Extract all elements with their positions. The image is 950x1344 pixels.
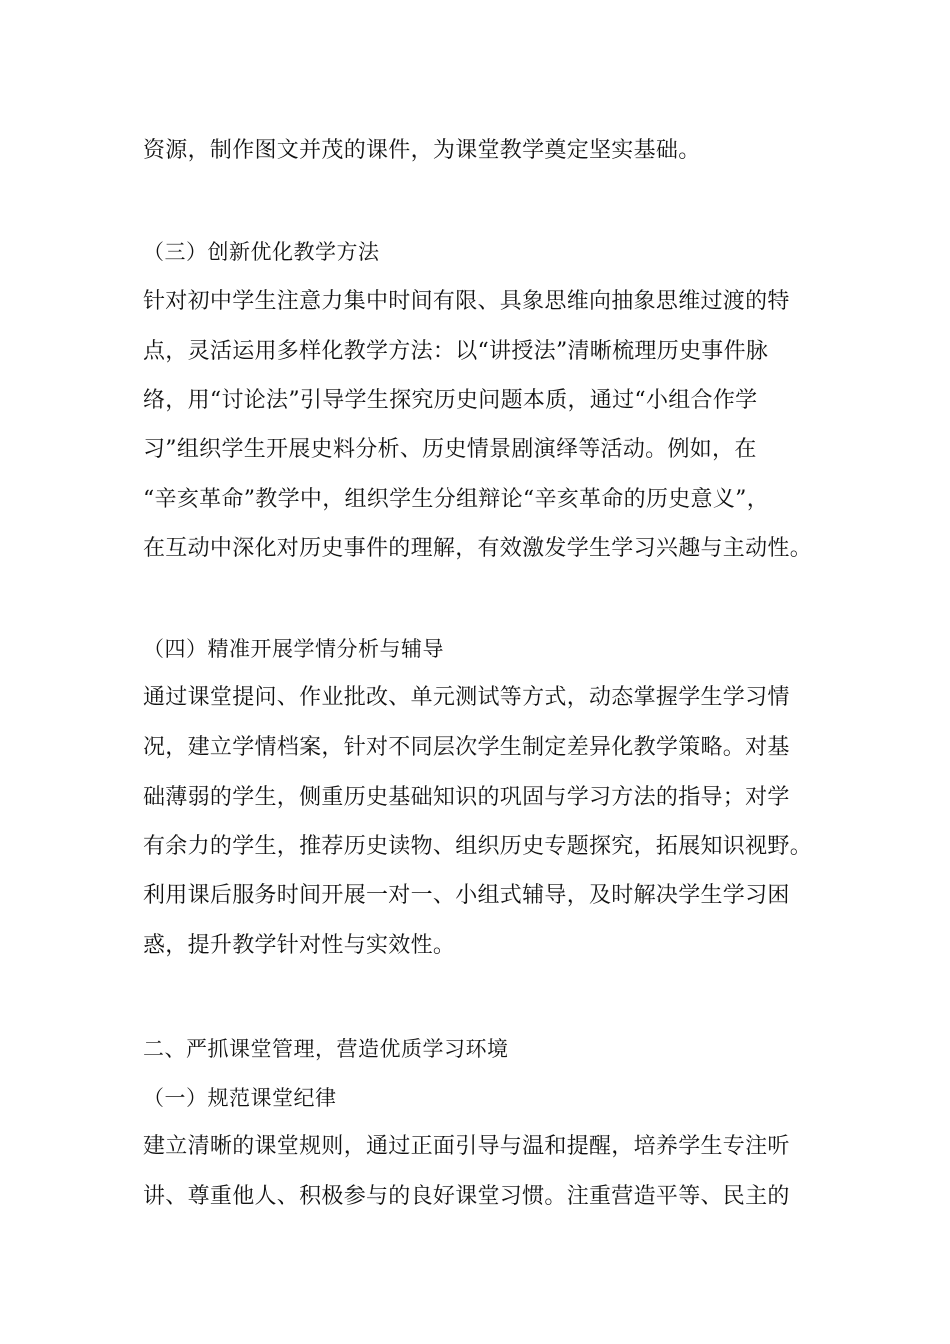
chapter-heading: 二、严抓课堂管理，营造优质学习环境 [143,1037,509,1061]
body-line: 况，建立学情档案，针对不同层次学生制定差异化教学策略。对基 [143,735,790,760]
body-line: 针对初中学生注意力集中时间有限、具象思维向抽象思维过渡的特 [143,289,790,314]
body-line: 资源，制作图文并茂的课件，为课堂教学奠定坚实基础。 [143,138,701,163]
body-line: 础薄弱的学生，侧重历史基础知识的巩固与学习方法的指导；对学 [143,785,790,810]
body-line: 惑，提升教学针对性与实效性。 [143,933,456,958]
body-line: “辛亥革命”教学中，组织学生分组辩论“辛亥革命的历史意义”， [143,487,769,512]
body-line: 建立清晰的课堂规则，通过正面引导与温和提醒，培养学生专注听 [143,1134,790,1159]
body-line: 络，用“讨论法”引导学生探究历史问题本质，通过“小组合作学 [143,388,758,413]
section-heading: （一）规范课堂纪律 [143,1086,337,1110]
body-line: 有余力的学生，推荐历史读物、组织历史专题探究，拓展知识视野。 [143,834,813,859]
body-line: 利用课后服务时间开展一对一、小组式辅导，及时解决学生学习困 [143,883,790,908]
body-line: 讲、尊重他人、积极参与的良好课堂习惯。注重营造平等、民主的 [143,1184,790,1209]
body-line: 通过课堂提问、作业批改、单元测试等方式，动态掌握学生学习情 [143,685,790,710]
body-line: 点，灵活运用多样化教学方法：以“讲授法”清晰梳理历史事件脉 [143,339,769,364]
section-heading: （三）创新优化教学方法 [143,240,380,264]
section-heading: （四）精准开展学情分析与辅导 [143,637,444,661]
body-line: 在互动中深化对历史事件的理解，有效激发学生学习兴趣与主动性。 [143,536,813,561]
body-line: 习”组织学生开展史料分析、历史情景剧演绎等活动。例如，在 [143,437,757,462]
